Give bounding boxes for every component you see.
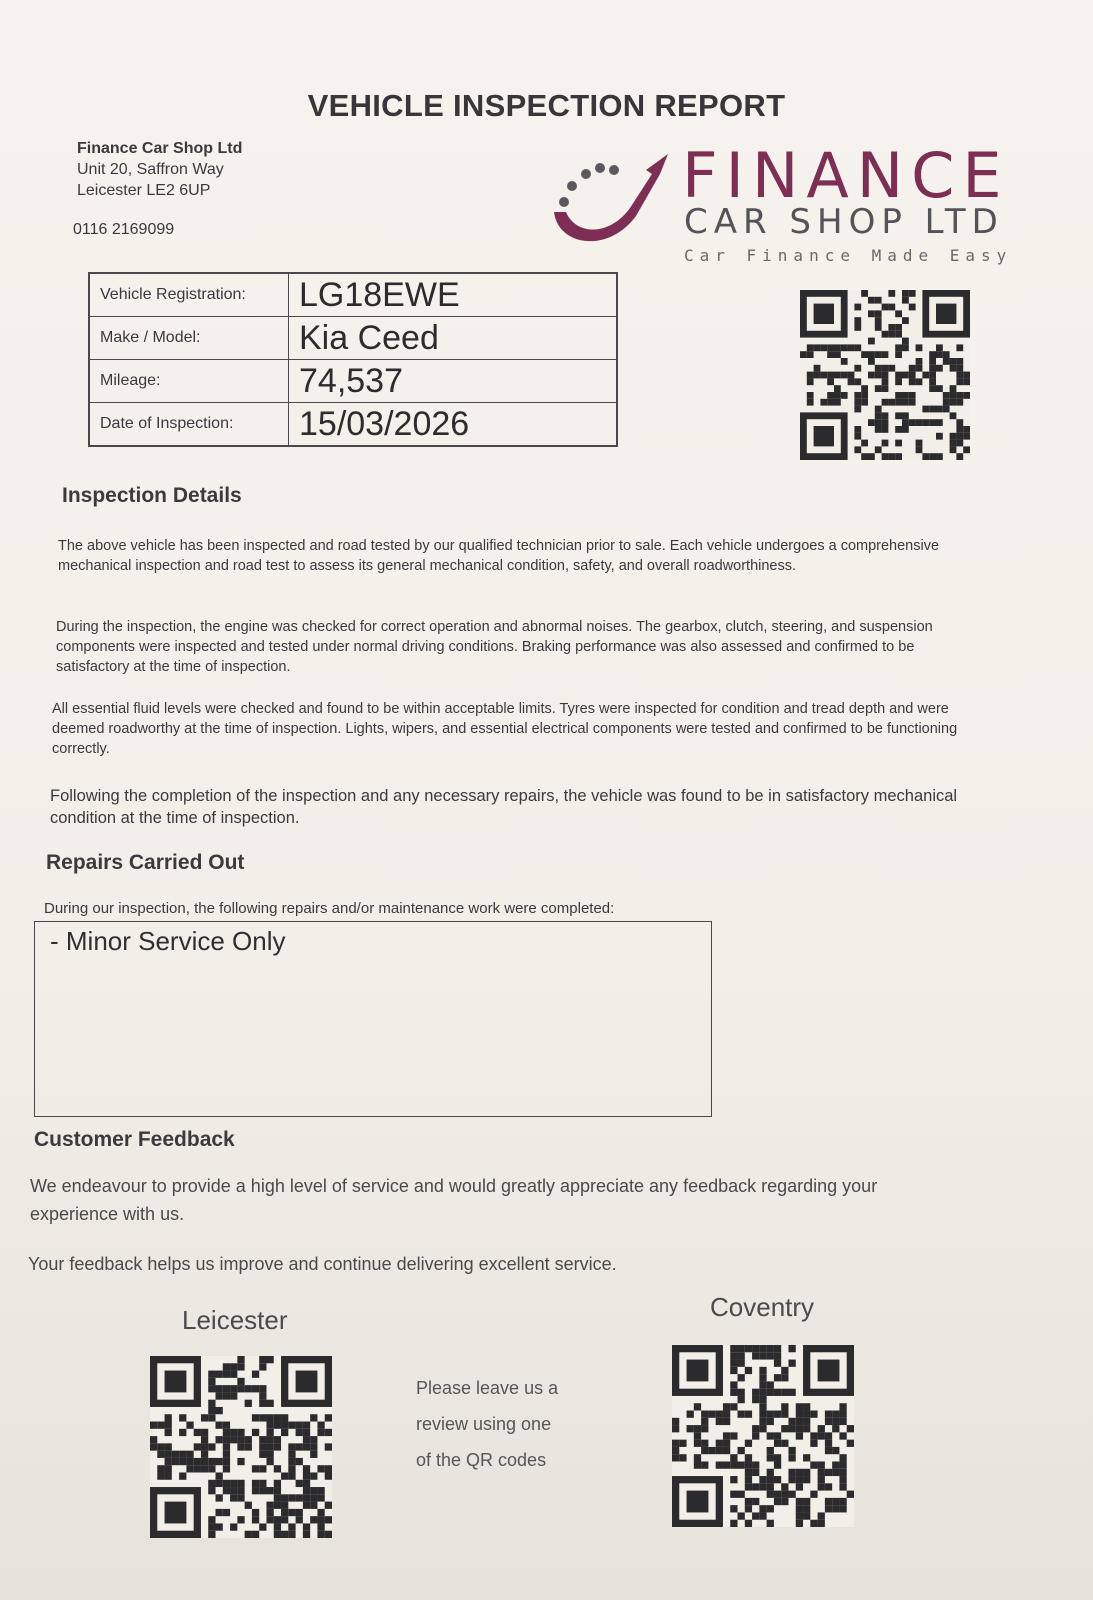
- table-row: [89, 360, 617, 403]
- vehicle-details-table: [88, 272, 618, 447]
- table-row: [89, 317, 617, 360]
- repairs-intro-text: During our inspection, the following repairs and/or maintenance work were completed:: [44, 900, 615, 917]
- review-line-2: review using one: [416, 1414, 552, 1434]
- logo-tagline: Car Finance Made Easy: [684, 246, 1013, 265]
- qr-code-icon[interactable]: [796, 290, 974, 460]
- feedback-text-2: Your feedback helps us improve and continue delivering excellent service.: [28, 1254, 617, 1274]
- company-address: [77, 138, 242, 201]
- review-line-1: Please leave us a: [416, 1378, 559, 1398]
- make-model-label: Make / Model:: [89, 317, 289, 360]
- logo-sub-text: CAR SHOP LTD: [684, 202, 1004, 242]
- repair-item: - Minor Service Only: [50, 926, 286, 956]
- repairs-heading: Repairs Carried Out: [46, 851, 245, 874]
- review-prompt: [416, 1370, 616, 1478]
- feedback-text-1: We endeavour to provide a high level of service and would greatly appreciate any feedback regarding your experience with us.: [30, 1176, 878, 1224]
- logo-main-text: FINANCE: [682, 139, 1010, 212]
- inspection-date-value: 15/03/2026: [289, 403, 618, 447]
- location-leicester-label: Leicester: [182, 1305, 288, 1335]
- table-row: [89, 273, 617, 317]
- coventry-qr-code-icon[interactable]: [672, 1345, 854, 1527]
- vehicle-registration-label: Vehicle Registration:: [89, 273, 289, 317]
- address-line-2: Leicester LE2 6UP: [77, 182, 211, 199]
- make-model-value: Kia Ceed: [289, 317, 618, 360]
- table-row: [89, 403, 617, 447]
- vehicle-registration-value: LG18EWE: [289, 273, 618, 317]
- review-line-3: of the QR codes: [416, 1450, 547, 1470]
- company-name: Finance Car Shop Ltd: [77, 140, 243, 157]
- location-coventry-label: Coventry: [710, 1292, 815, 1322]
- inspection-date-label: Date of Inspection:: [89, 403, 289, 447]
- inspection-paragraph-4: Following the completion of the inspection and any necessary repairs, the vehicle was found to be in satisfactory mechanical condition at the time of inspection.: [50, 787, 958, 827]
- document-title: VEHICLE INSPECTION REPORT: [307, 88, 786, 123]
- inspection-details-heading: Inspection Details: [62, 484, 242, 507]
- mileage-label: Mileage:: [89, 360, 289, 403]
- leicester-qr-code-icon[interactable]: [150, 1356, 332, 1538]
- company-phone: 0116 2169099: [73, 221, 175, 238]
- mileage-value: 74,537: [289, 360, 618, 403]
- inspection-paragraph-3: All essential fluid levels were checked and found to be within acceptable limits. Tyres were inspected for condition and tread depth and were deemed roadworthy at the time of inspection. Lights, wipers, and essential electrical components were tested and confirmed to be functioning correctly.: [52, 701, 958, 757]
- inspection-paragraph-1: The above vehicle has been inspected and road tested by our qualified technician prior to sale. Each vehicle undergoes a comprehensive mechanical inspection and road test to assess its general mechanical condition, safety, and overall roadworthiness.: [58, 538, 940, 574]
- speedometer-logo-icon: [554, 154, 668, 241]
- address-line-1: Unit 20, Saffron Way: [77, 161, 224, 178]
- inspection-paragraph-2: During the inspection, the engine was checked for correct operation and abnormal noises. The gearbox, clutch, steering, and suspension components were inspected and tested under normal driving conditions. Braking performance was also assessed and confirmed to be satisfactory at the time of inspection.: [56, 619, 933, 675]
- customer-feedback-heading: Customer Feedback: [34, 1128, 235, 1151]
